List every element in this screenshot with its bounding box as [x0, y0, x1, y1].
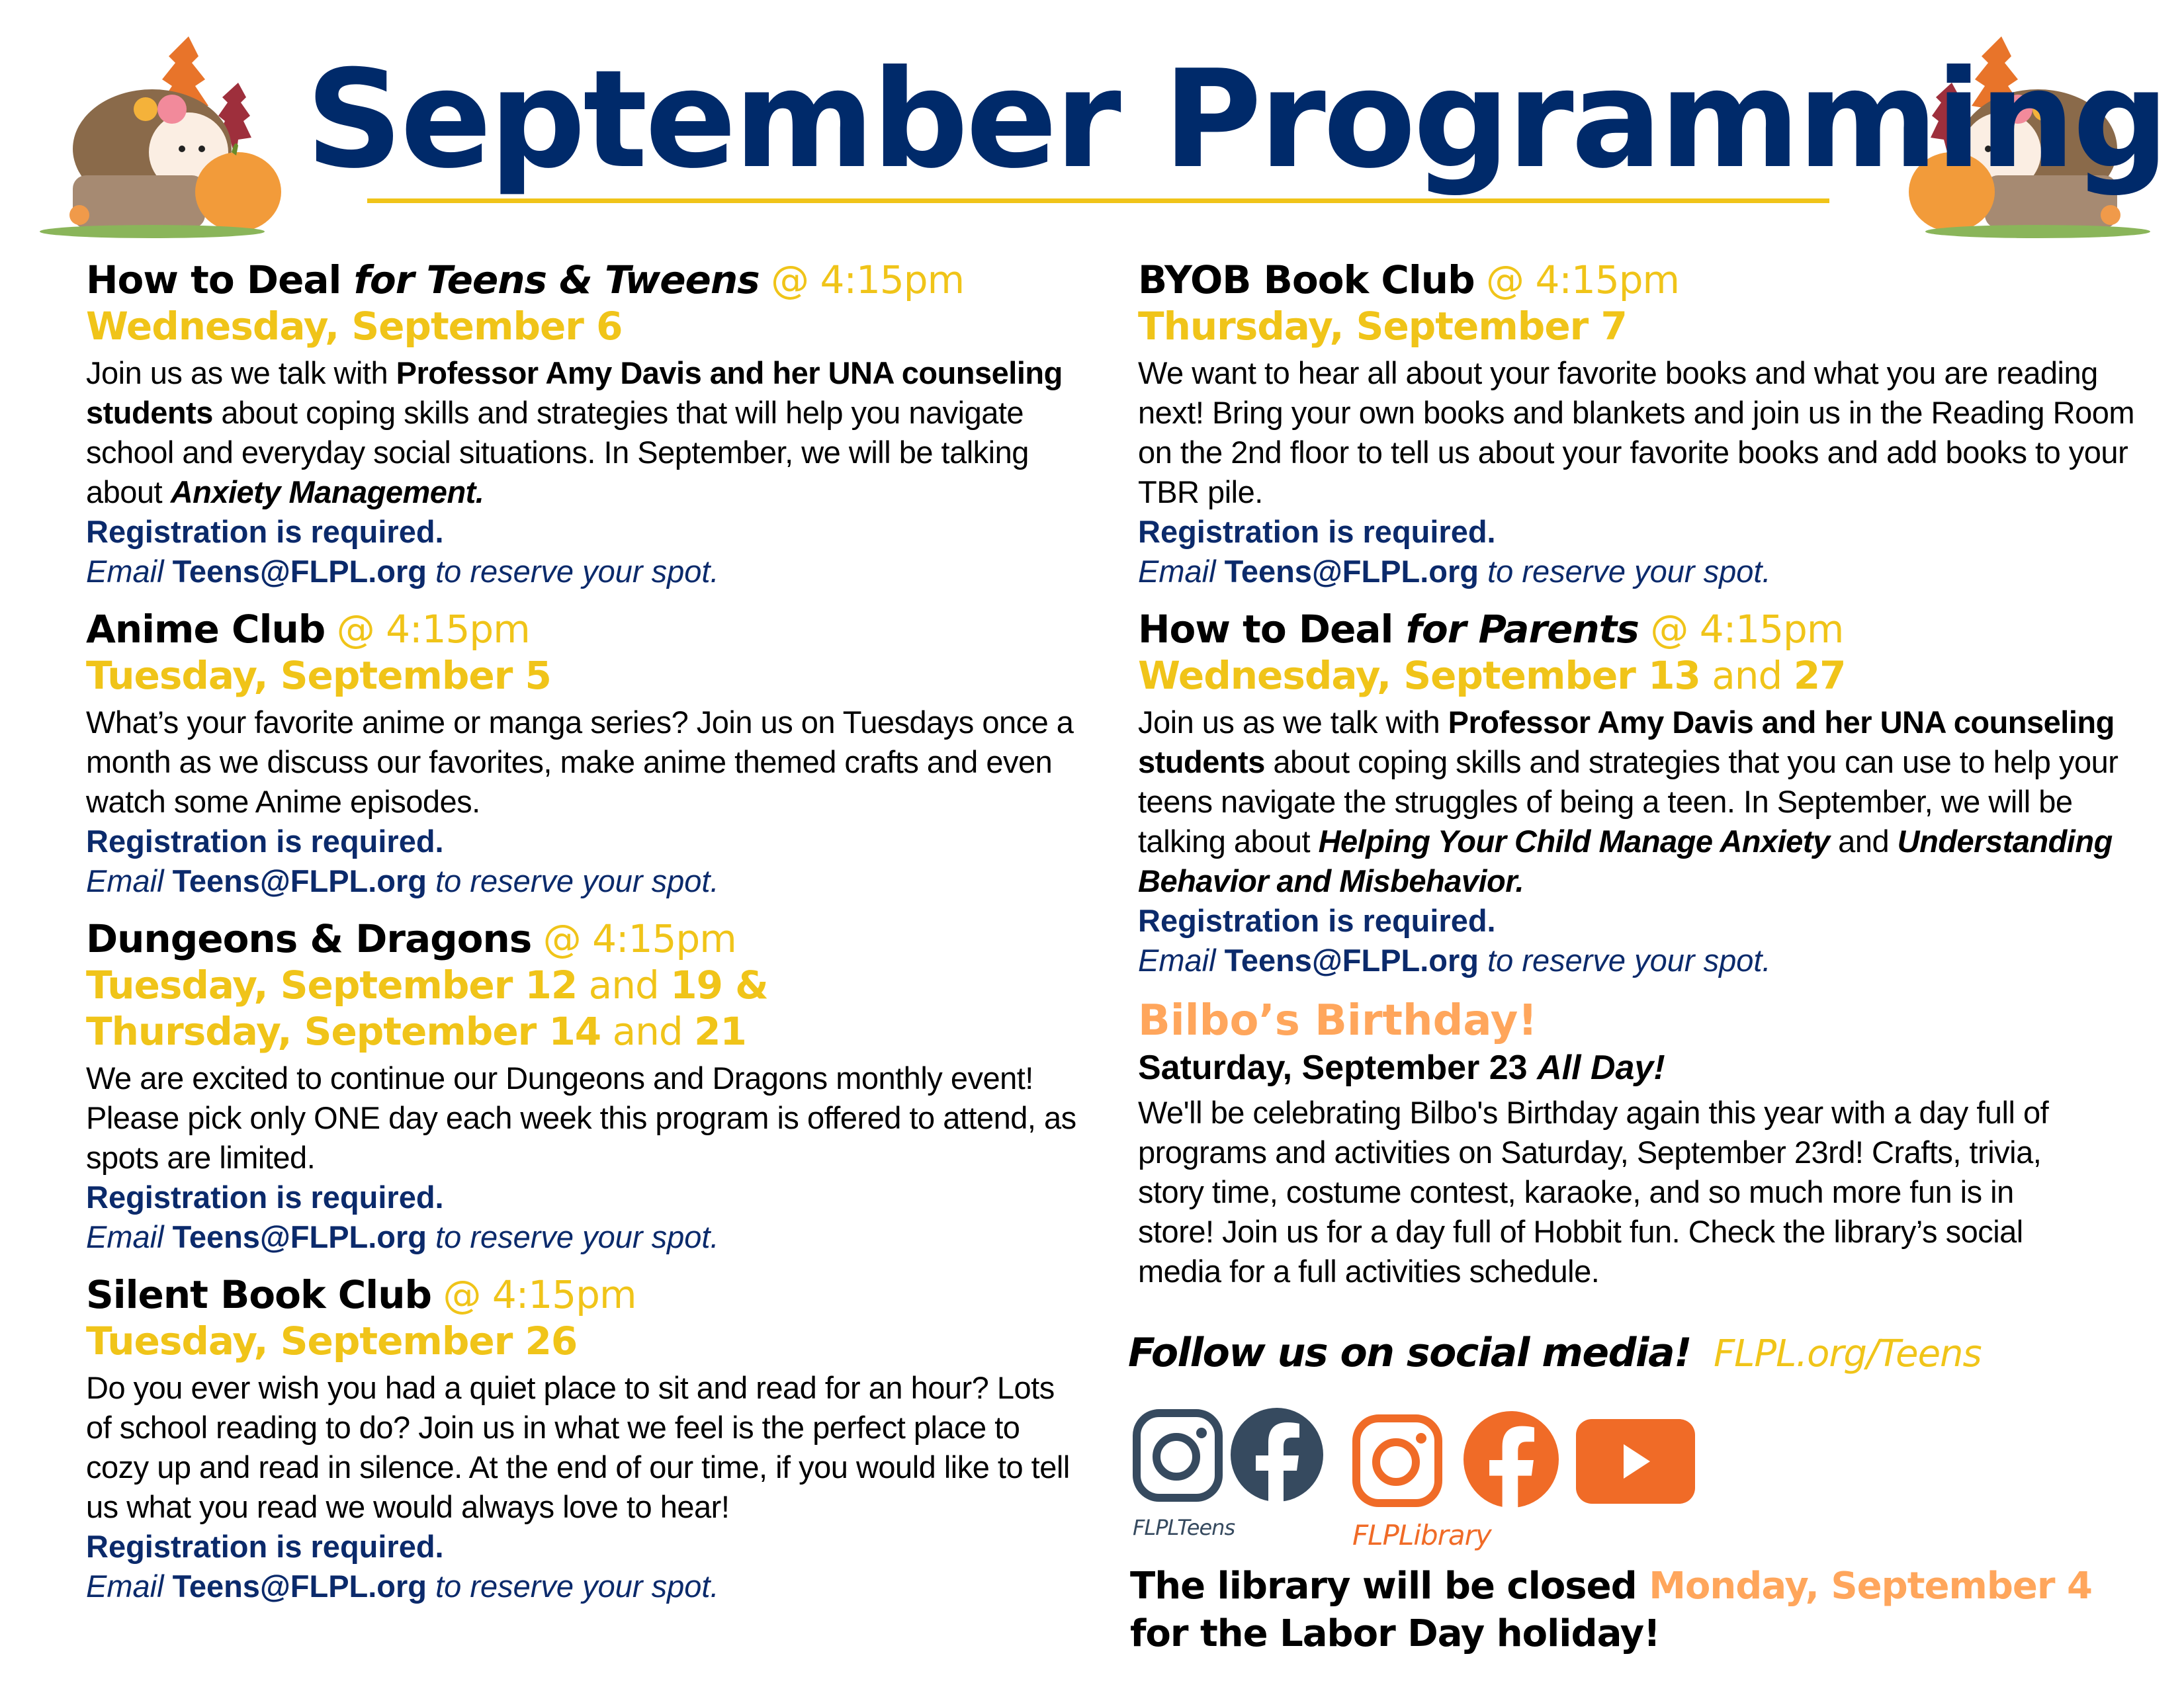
facebook-icon[interactable] — [1231, 1408, 1323, 1502]
event-anime-club — [86, 606, 1078, 901]
date-part: Saturday, September 23 — [1138, 1049, 1538, 1087]
event-date: Wednesday, September 6 — [86, 304, 623, 349]
date-and: and — [577, 963, 671, 1008]
email-line — [1138, 552, 2157, 591]
desc-topic: Helping Your Child Manage Anxiety — [1318, 824, 1830, 859]
event-dungeons-dragons — [86, 916, 1078, 1257]
email-line — [86, 1217, 1078, 1257]
event-time: @ 4:15pm — [431, 1272, 636, 1317]
registration-note: Registration is required. — [86, 1529, 444, 1564]
title-italic: for Parents — [1405, 607, 1639, 652]
desc-bold: Professor Amy Davis and her UNA counseling students — [86, 355, 1063, 430]
email-line — [86, 1567, 1078, 1606]
follow-text: Follow us on social media! — [1128, 1330, 1691, 1376]
email-link[interactable]: Teens@FLPL.org — [172, 1569, 427, 1604]
title-text: How to Deal — [86, 257, 354, 302]
date-and: and — [601, 1009, 695, 1054]
event-how-to-deal-teens — [86, 257, 1078, 591]
date-part: 27 — [1793, 653, 1846, 698]
date-part: 19 & — [670, 963, 768, 1008]
email-link[interactable]: Teens@FLPL.org — [172, 863, 427, 898]
email-prefix: Email — [86, 863, 173, 898]
desc-text: Join us as we talk with — [86, 355, 396, 390]
event-bilbo-birthday — [1138, 995, 2157, 1291]
desc-text: Join us as we talk with — [1138, 705, 1448, 740]
event-description: Do you ever wish you had a quiet place to sit and read for an hour? Lots of school reading to do? Join us in what we feel is the perfect place to cozy up and read in silence. At the end of our time, if you would like to tell us what you read we would always love to hear! — [86, 1370, 1070, 1524]
date-part: Wednesday, September 13 — [1138, 653, 1700, 698]
email-link[interactable]: Teens@FLPL.org — [1224, 554, 1479, 589]
event-time: @ 4:15pm — [325, 607, 530, 652]
title-underline — [367, 198, 1829, 203]
event-title — [1138, 257, 2157, 303]
closure-line-1 — [1130, 1563, 2092, 1610]
event-title — [86, 606, 1078, 652]
event-description: What’s your favorite anime or manga series? Join us on Tuesdays once a month as we discuss our favorites, make anime themed crafts and even watch some Anime episodes. — [86, 705, 1074, 819]
desc-text: about coping skills and strategies that you can use to help your teens navigate the struggles of being a teen. In September, we will be talking about — [1138, 744, 2118, 859]
event-date: Tuesday, September 26 — [86, 1319, 578, 1363]
event-date: Tuesday, September 5 — [86, 653, 551, 698]
social-heading — [1128, 1330, 1982, 1376]
event-time: @ 4:15pm — [759, 257, 965, 302]
title-italic: for Teens & Tweens — [353, 257, 760, 302]
date-part: 21 — [694, 1009, 746, 1054]
desc-topic: Anxiety Management. — [170, 474, 484, 509]
email-prefix: Email — [1138, 943, 1225, 978]
email-suffix: to reserve your spot. — [1479, 943, 1771, 978]
registration-note: Registration is required. — [1138, 514, 1496, 549]
event-time: @ 4:15pm — [1638, 607, 1844, 652]
event-date — [86, 1008, 1078, 1055]
registration-note: Registration is required. — [1138, 903, 1496, 938]
email-prefix: Email — [86, 1569, 173, 1604]
event-title — [86, 1272, 1078, 1318]
email-prefix: Email — [86, 554, 173, 589]
email-link[interactable]: Teens@FLPL.org — [172, 554, 427, 589]
event-byob-book-club — [1138, 257, 2157, 591]
instagram-icon[interactable] — [1352, 1414, 1442, 1507]
email-prefix: Email — [86, 1219, 173, 1254]
event-description: We'll be celebrating Bilbo's Birthday again this year with a day full of programs and activities on Saturday, September 23rd! Crafts, trivia, story time, costume contest, karaoke, and so much more fun is in store! Join us for a day full of Hobbit fun. Check the library’s social media for a full activities schedule. — [1138, 1095, 2049, 1289]
desc-text: about coping skills and strategies that will help you navigate school and everyday social situations. In September, we will be talking about — [86, 395, 1029, 509]
desc-topic: Understanding Behavior and Misbehavior. — [1138, 824, 2113, 898]
email-line — [86, 861, 1078, 901]
event-how-to-deal-parents — [1138, 606, 2157, 980]
event-description: We are excited to continue our Dungeons and Dragons monthly event! Please pick only ONE day each week this program is offered to attend, as spots are limited. — [86, 1060, 1076, 1175]
event-title: Bilbo’s Birthday! — [1138, 996, 1538, 1045]
event-date — [1138, 652, 2157, 699]
registration-note: Registration is required. — [86, 514, 444, 549]
event-time: @ 4:15pm — [1474, 257, 1680, 302]
title-text: BYOB Book Club — [1138, 257, 1475, 302]
date-and: and — [1700, 653, 1794, 698]
closure-date: Monday, September 4 — [1649, 1565, 2092, 1608]
title-text: How to Deal — [1138, 607, 1406, 652]
email-suffix: to reserve your spot. — [427, 1219, 719, 1254]
date-part: Tuesday, September 12 — [86, 963, 578, 1008]
teens-url-link[interactable]: FLPL.org/Teens — [1713, 1332, 1982, 1375]
email-suffix: to reserve your spot. — [427, 554, 719, 589]
title-text: Dungeons & Dragons — [86, 916, 532, 961]
event-title — [86, 916, 1078, 962]
event-description: We want to hear all about your favorite books and what you are reading next! Bring your own books and blankets and join us in the Reading Room on the 2nd floor to tell us about your favorite books and add books to your TBR pile. — [1138, 355, 2134, 509]
event-description — [1138, 703, 2157, 901]
event-description — [86, 353, 1078, 512]
facebook-icon[interactable] — [1463, 1410, 1559, 1508]
event-silent-book-club — [86, 1272, 1078, 1606]
event-title — [86, 257, 1078, 303]
event-date: Thursday, September 7 — [1138, 304, 1627, 349]
email-suffix: to reserve your spot. — [1479, 554, 1771, 589]
closure-text: The library will be closed — [1130, 1565, 1649, 1608]
title-text: Silent Book Club — [86, 1272, 432, 1317]
date-part: Thursday, September 14 — [86, 1009, 601, 1054]
email-line — [86, 552, 1078, 591]
email-link[interactable]: Teens@FLPL.org — [1224, 943, 1479, 978]
date-italic: All Day! — [1537, 1049, 1665, 1087]
email-suffix: to reserve your spot. — [427, 1569, 719, 1604]
event-time: @ 4:15pm — [531, 916, 736, 961]
left-column — [86, 257, 1078, 1621]
email-line — [1138, 941, 2157, 980]
email-link[interactable]: Teens@FLPL.org — [172, 1219, 427, 1254]
event-date — [1138, 1047, 2157, 1089]
email-prefix: Email — [1138, 554, 1225, 589]
event-date — [86, 962, 1078, 1008]
registration-note: Registration is required. — [86, 1180, 444, 1215]
email-suffix: to reserve your spot. — [427, 863, 719, 898]
closure-notice — [1130, 1563, 2092, 1658]
teens-handle[interactable]: FLPLTeens — [1133, 1515, 1235, 1540]
event-title — [1138, 606, 2157, 652]
page-title: September Programming — [306, 42, 2167, 198]
hedgehog-illustration-left — [20, 17, 284, 238]
title-text: Anime Club — [86, 607, 326, 652]
desc-bold: Professor Amy Davis and her UNA counseling students — [1138, 705, 2115, 779]
registration-note: Registration is required. — [86, 824, 444, 859]
youtube-icon[interactable] — [1576, 1419, 1695, 1504]
library-handle[interactable]: FLPLibrary — [1352, 1519, 1491, 1551]
closure-line-2: for the Labor Day holiday! — [1130, 1612, 1660, 1655]
right-column — [1138, 257, 2157, 1306]
desc-text: and — [1829, 824, 1898, 859]
